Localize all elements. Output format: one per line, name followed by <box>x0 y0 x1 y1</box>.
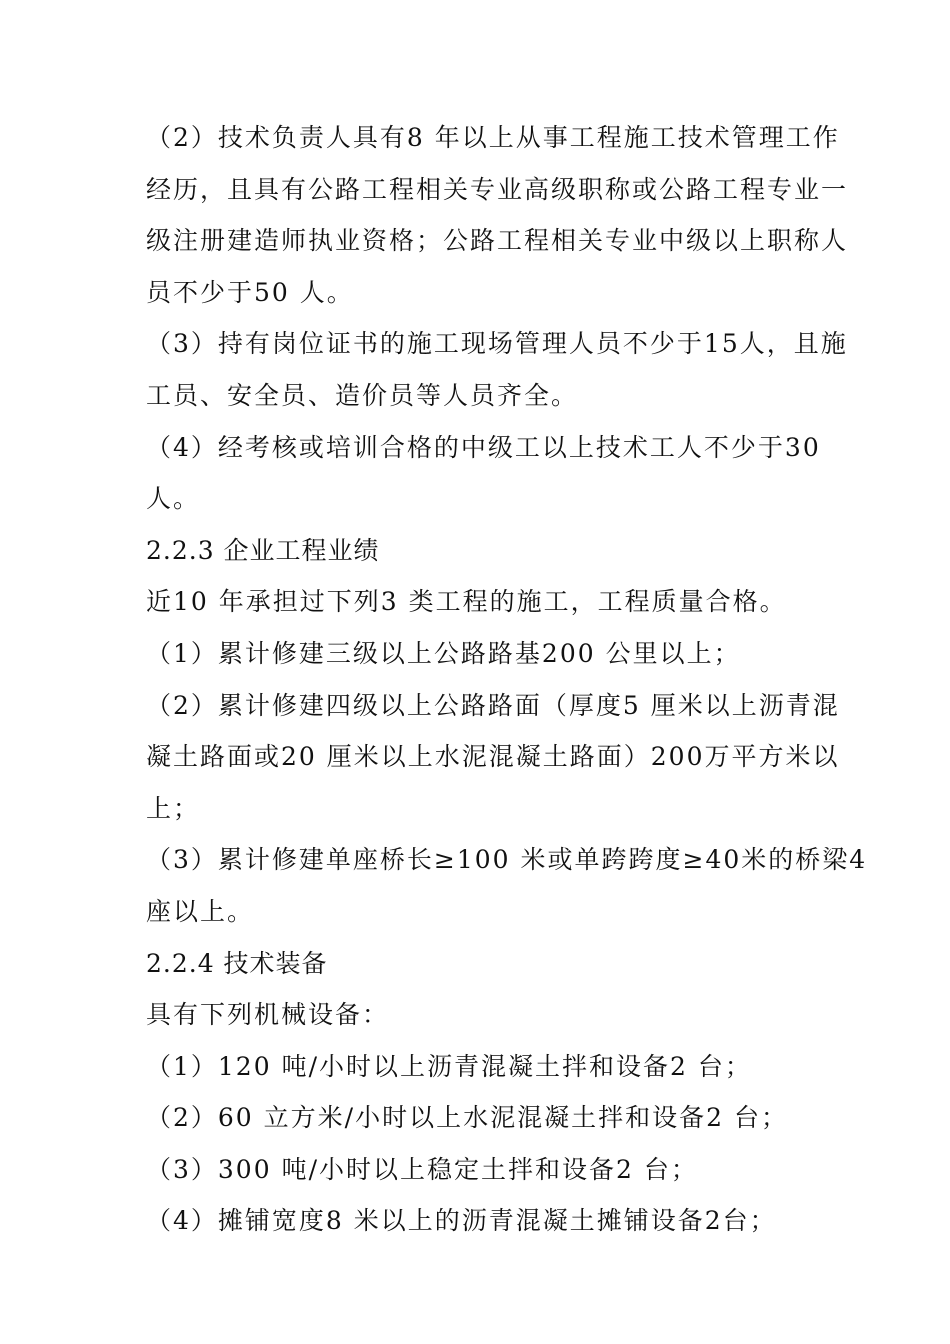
paragraph-line: 经历，且具有公路工程相关专业高级职称或公路工程专业一 <box>146 174 849 204</box>
document-body <box>146 112 868 1247</box>
paragraph-line: （3）持有岗位证书的施工现场管理人员不少于15人，且施 <box>146 329 848 359</box>
paragraph-line: 员不少于50 人。 <box>146 277 354 307</box>
paragraph-line: （3）累计修建单座桥长≥100 米或单跨跨度≥40米的桥梁4 <box>146 845 868 875</box>
paragraph-line: （2）累计修建四级以上公路路面（厚度5 厘米以上沥青混 <box>146 690 840 720</box>
paragraph-line: （3）300 吨/小时以上稳定土拌和设备2 台； <box>146 1154 698 1184</box>
paragraph-line: 工员、安全员、造价员等人员齐全。 <box>146 380 579 410</box>
paragraph-line: 级注册建造师执业资格；公路工程相关专业中级以上职称人 <box>146 226 849 256</box>
paragraph-line: 具有下列机械设备： <box>146 1000 390 1030</box>
paragraph-line: （4）摊铺宽度8 米以上的沥青混凝土摊铺设备2台； <box>146 1206 777 1236</box>
paragraph-line: 上； <box>146 793 201 823</box>
paragraph-line: （2）60 立方米/小时以上水泥混凝土拌和设备2 台； <box>146 1103 788 1133</box>
paragraph-line: （1）120 吨/小时以上沥青混凝土拌和设备2 台； <box>146 1051 752 1081</box>
paragraph-line: （1）累计修建三级以上公路路基200 公里以上； <box>146 638 741 668</box>
paragraph-line: 座以上。 <box>146 896 255 926</box>
paragraph-line: （2）技术负责人具有8 年以上从事工程施工技术管理工作 <box>146 123 840 152</box>
paragraph-line: 人。 <box>146 484 201 514</box>
paragraph-line: 近10 年承担过下列3 类工程的施工，工程质量合格。 <box>146 587 787 617</box>
section-heading-2-2-4: 2.2.4 技术装备 <box>146 948 328 978</box>
paragraph-line: （4）经考核或培训合格的中级工以上技术工人不少于30 <box>146 432 821 462</box>
paragraph-line: 凝土路面或20 厘米以上水泥混凝土路面）200万平方米以 <box>146 742 840 772</box>
section-heading-2-2-3: 2.2.3 企业工程业绩 <box>146 535 380 565</box>
